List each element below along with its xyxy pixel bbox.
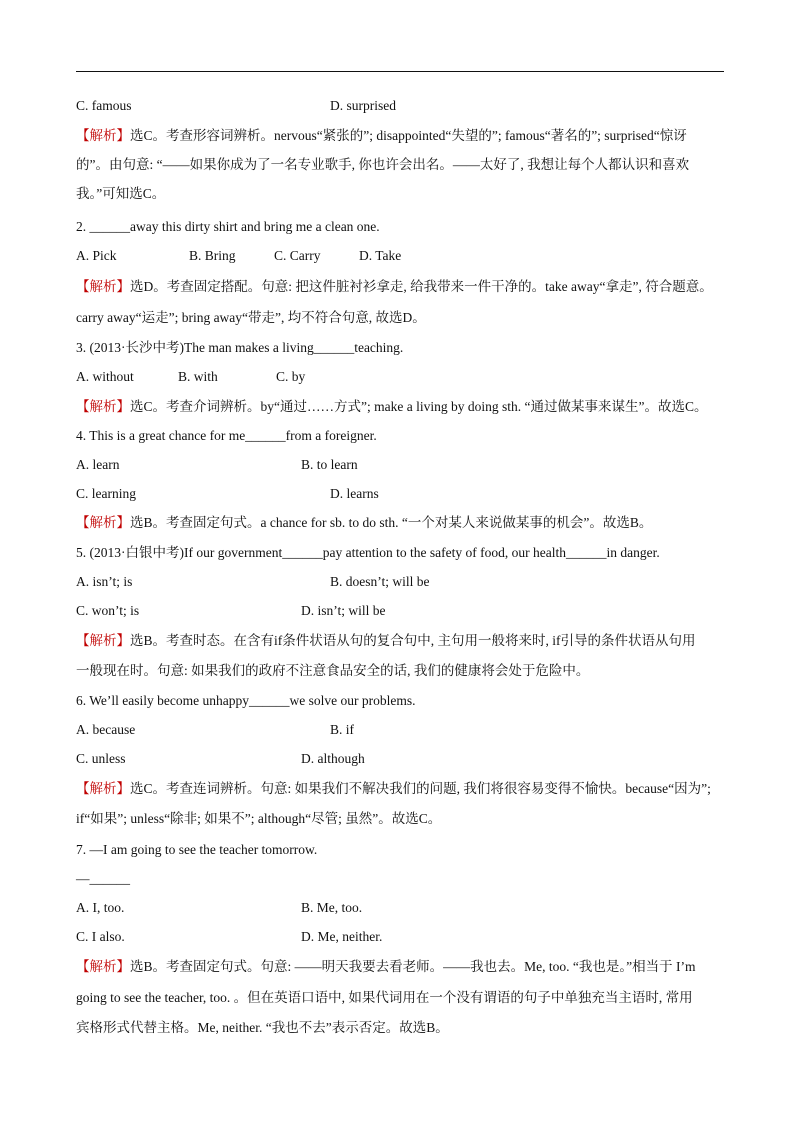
option-a: A. I, too. bbox=[76, 900, 125, 915]
analysis-text: 选C。考查介词辨析。by“通过……方式”; make a living by doing sth. “通过做某事来谋生”。故选C。 bbox=[130, 399, 708, 414]
option-b: B. to learn bbox=[301, 457, 358, 472]
option-d: D. although bbox=[301, 751, 365, 766]
analysis-tag: 【解析】 bbox=[76, 399, 130, 414]
analysis-line bbox=[76, 631, 696, 651]
analysis-line bbox=[76, 779, 711, 799]
analysis-text: 选C。考查连词辨析。句意: 如果我们不解决我们的问题, 我们将很容易变得不愉快。because“因为”; bbox=[130, 781, 711, 796]
analysis-line bbox=[76, 397, 707, 417]
option-b: B. if bbox=[330, 722, 355, 737]
analysis-text: 的”。由句意: “——如果你成为了一名专业歌手, 你也许会出名。——太好了, 我想让每个人都认识和喜欢 bbox=[76, 157, 690, 172]
analysis-text: 选D。考查固定搭配。句意: 把这件脏衬衫拿走, 给我带来一件干净的。take away“拿走”, 符合题意。 bbox=[130, 279, 713, 294]
header-rule bbox=[76, 71, 724, 72]
option-b: B. Me, too. bbox=[301, 900, 363, 915]
option-a: A. without bbox=[76, 369, 134, 384]
option-d: D. surprised bbox=[330, 98, 396, 113]
question-2: 2. ______away this dirty shirt and bring me a clean one. bbox=[76, 219, 380, 234]
answer-blank: —______ bbox=[76, 871, 130, 886]
option-c: C. by bbox=[276, 369, 306, 384]
analysis-text: 选B。考查固定句式。a chance for sb. to do sth. “一个对某人来说做某事的机会”。故选B。 bbox=[130, 515, 653, 530]
analysis-text: 宾格形式代替主格。Me, neither. “我也不去”表示否定。故选B。 bbox=[76, 1020, 449, 1035]
option-c: C. unless bbox=[76, 751, 126, 766]
analysis-tag: 【解析】 bbox=[76, 781, 130, 796]
analysis-line bbox=[76, 277, 713, 297]
analysis-tag: 【解析】 bbox=[76, 633, 130, 648]
question-3: 3. (2013·长沙中考)The man makes a living______teaching. bbox=[76, 340, 404, 355]
option-d: D. Me, neither. bbox=[301, 929, 383, 944]
analysis-text: 我。”可知选C。 bbox=[76, 186, 166, 201]
option-a: A. because bbox=[76, 722, 136, 737]
option-c: C. learning bbox=[76, 486, 136, 501]
option-b: B. doesn’t; will be bbox=[330, 574, 430, 589]
analysis-text: 选B。考查固定句式。句意: ——明天我要去看老师。——我也去。Me, too. “我也是。”相当于 I’m bbox=[130, 959, 696, 974]
option-c: C. won’t; is bbox=[76, 603, 140, 618]
analysis-line bbox=[76, 126, 687, 146]
option-a: A. Pick bbox=[76, 248, 117, 263]
question-4: 4. This is a great chance for me______from a foreigner. bbox=[76, 428, 377, 443]
option-d: D. learns bbox=[330, 486, 379, 501]
option-c: C. I also. bbox=[76, 929, 125, 944]
option-d: D. Take bbox=[359, 248, 402, 263]
question-6: 6. We’ll easily become unhappy______we solve our problems. bbox=[76, 693, 416, 708]
option-d: D. isn’t; will be bbox=[301, 603, 386, 618]
option-c: C. Carry bbox=[274, 248, 321, 263]
question-7: 7. —I am going to see the teacher tomorrow. bbox=[76, 842, 318, 857]
option-a: A. isn’t; is bbox=[76, 574, 133, 589]
analysis-text: 选B。考查时态。在含有if条件状语从句的复合句中, 主句用一般将来时, if引导的条件状语从句用 bbox=[130, 633, 696, 648]
analysis-tag: 【解析】 bbox=[76, 279, 130, 294]
question-5: 5. (2013·白银中考)If our government______pay attention to the safety of food, our health______in danger. bbox=[76, 545, 660, 560]
option-a: A. learn bbox=[76, 457, 120, 472]
analysis-line bbox=[76, 957, 695, 977]
analysis-tag: 【解析】 bbox=[76, 959, 130, 974]
analysis-text: carry away“运走”; bring away“带走”, 均不符合句意, 故选D。 bbox=[76, 310, 426, 325]
analysis-line bbox=[76, 513, 652, 533]
analysis-text: 一般现在时。句意: 如果我们的政府不注意食品安全的话, 我们的健康将会处于危险中。 bbox=[76, 663, 590, 678]
option-b: B. with bbox=[178, 369, 218, 384]
option-c: C. famous bbox=[76, 98, 132, 113]
analysis-tag: 【解析】 bbox=[76, 128, 130, 143]
analysis-tag: 【解析】 bbox=[76, 515, 130, 530]
option-b: B. Bring bbox=[189, 248, 236, 263]
analysis-text: going to see the teacher, too. 。但在英语口语中, 如果代词用在一个没有谓语的句子中单独充当主语时, 常用 bbox=[76, 990, 693, 1005]
analysis-text: if“如果”; unless“除非; 如果不”; although“尽管; 虽然”。故选C。 bbox=[76, 811, 442, 826]
analysis-text: 选C。考查形容词辨析。nervous“紧张的”; disappointed“失望的”; famous“著名的”; surprised“惊讶 bbox=[130, 128, 687, 143]
